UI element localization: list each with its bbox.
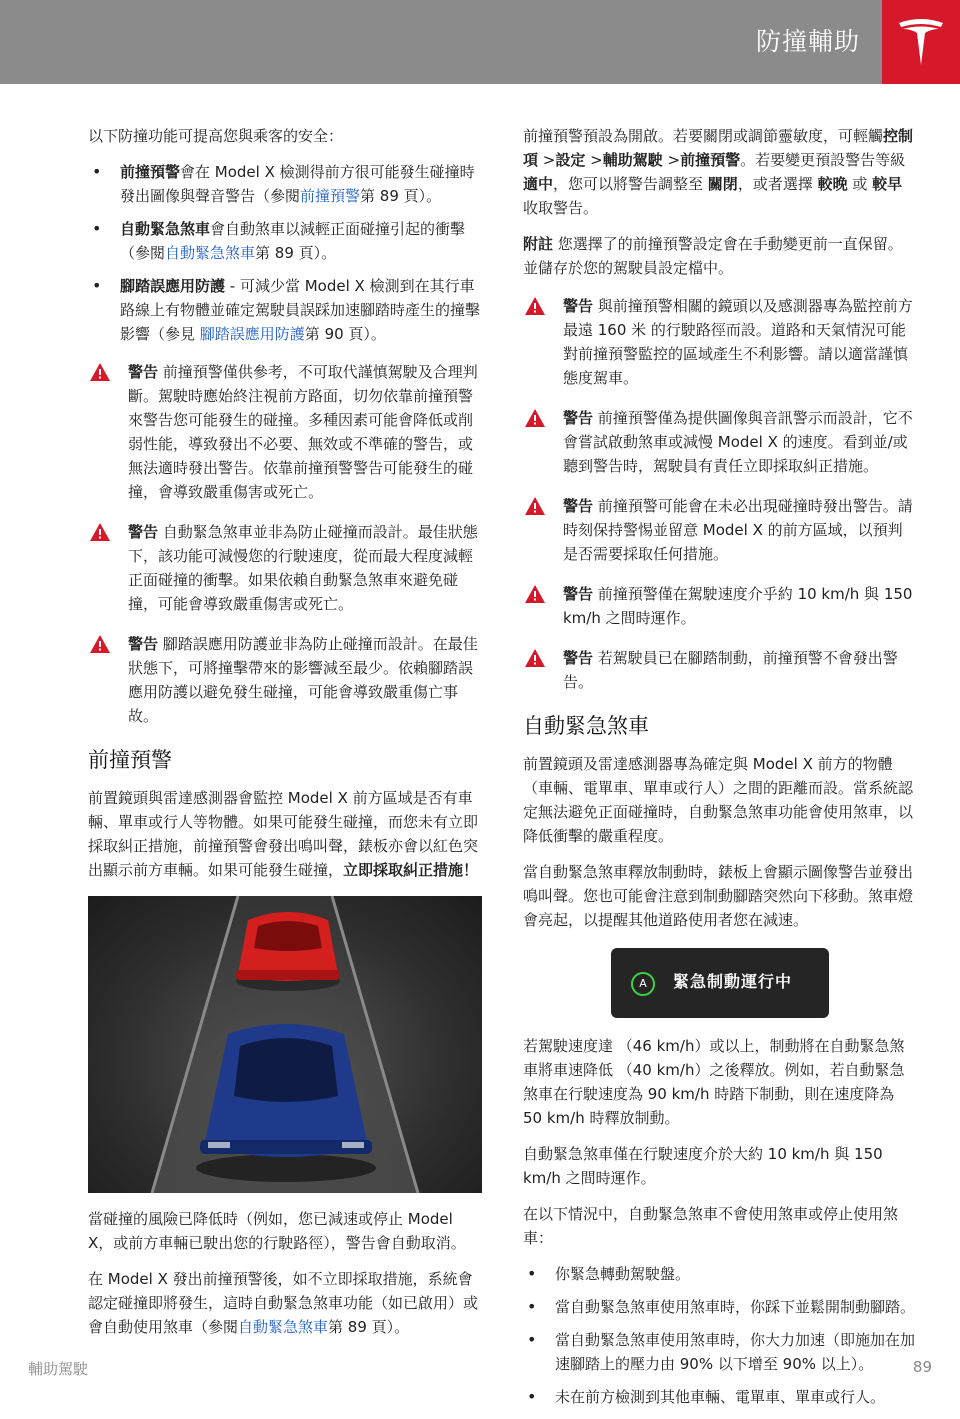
- warning-label: 警告: [563, 585, 594, 603]
- aeb-paragraph: 自動緊急煞車僅在行駛速度介於大約 10 km/h 與 150 km/h 之間時運作。: [523, 1145, 883, 1187]
- page-ref: 第 89 頁）。: [328, 1318, 410, 1336]
- warning-block: [88, 632, 482, 728]
- condition-list: [523, 1262, 915, 1409]
- intro-text: 以下防撞功能可提高您與乘客的安全：: [88, 127, 344, 145]
- settings-text: 或: [847, 175, 873, 193]
- warning-label: 警告: [128, 363, 159, 381]
- warning-label: 警告: [563, 649, 594, 667]
- note-text: 您選擇了的前撞預警設定會在手動變更前一直保留。並儲存於您的駕駛員設定檔中。: [523, 235, 903, 277]
- page-ref: 第 90 頁）。: [304, 325, 386, 343]
- warning-text: 若駕駛員已在腳踏制動，前撞預警不會發出警告。: [563, 649, 898, 691]
- red-car: [236, 912, 340, 991]
- warning-icon: [525, 585, 545, 603]
- aeb-status-text: 緊急制動運行中: [673, 972, 793, 991]
- warning-icon: [90, 363, 110, 381]
- level-medium: 適中: [523, 175, 554, 193]
- warning-label: 警告: [563, 497, 594, 515]
- feature-name: 自動緊急煞車: [120, 220, 211, 238]
- menu-settings: 設定: [555, 151, 586, 169]
- aeb-icon: A: [631, 972, 655, 996]
- warning-label: 警告: [563, 409, 594, 427]
- menu-controls: 控制項: [523, 127, 914, 169]
- warning-text: 前撞預警僅在駕駛速度介乎約 10 km/h 與 150 km/h 之間時運作。: [563, 585, 913, 627]
- warning-block: [523, 406, 915, 478]
- warning-block: [523, 294, 915, 390]
- feature-name: 腳踏誤應用防護: [120, 277, 226, 295]
- level-late: 較晚: [817, 175, 848, 193]
- footer-section: 輔助駕駛: [28, 1360, 89, 1378]
- feature-name: 前撞預警: [120, 163, 181, 181]
- fcw-settings-paragraph: 前撞預警預設為開啟。若要關閉或調節靈敏度，可輕觸控制項 >設定 >輔助駕駛 >前撞預警。若要變更預設警告等級 適中，您可以將警告調整至 關閉，或者選擇 較晚 或 較早 收取警告。: [523, 127, 914, 217]
- fcw-link[interactable]: 前撞預警: [300, 187, 361, 205]
- warning-label: 警告: [563, 297, 594, 315]
- list-item: • 未在前方檢測到其他車輛、電單車、單車或行人。: [523, 1385, 915, 1409]
- settings-text: 前撞預警預設為開啟。若要關閉或調節靈敏度，可輕觸: [523, 127, 884, 145]
- tesla-logo: [882, 0, 960, 84]
- warning-text: 自動緊急煞車並非為防止碰撞而設計。最佳狀態下，該功能可減慢您的行駛速度，從而最大程度減輕正面碰撞的衝擊。如果依賴自動緊急煞車來避免碰撞，可能會導致嚴重傷害或死亡。: [128, 523, 478, 613]
- warning-text: 前撞預警僅供參考，不可取代謹慎駕駛及合理判斷。駕駛時應始終注視前方路面，切勿依靠前撞預警來警告您可能發生的碰撞。多種因素可能會降低或削弱性能，導致發出不必要、無效或不準確的警告，或無法適時發出警告。依靠前撞預警警告可能發生的碰撞，會導致嚴重傷害或死亡。: [128, 363, 478, 501]
- warning-cancel-text: 當碰撞的風險已降低時（例如，您已減速或停止 Model X，或前方車輛已駛出您的行駛路徑），警告會自動取消。: [88, 1210, 466, 1252]
- fcw-paragraph: [88, 786, 482, 882]
- aeb-status-badge: [611, 948, 829, 1018]
- list-item: • 當自動緊急煞車使用煞車時，你大力加速（即施加在加速腳踏上的壓力由 90% 以下增至 90% 以上）。: [523, 1328, 915, 1376]
- page-header: [0, 0, 960, 84]
- aeb-link[interactable]: 自動緊急煞車: [165, 244, 256, 262]
- warning-icon: [90, 635, 110, 653]
- aeb-reference-text: 在 Model X 發出前撞預警後，如不立即採取措施，系統會認定碰撞即將發生，這時自動緊急煞車功能（如已啟用）或會自動使用煞車（參閱: [88, 1270, 479, 1336]
- list-item: • 你緊急轉動駕駛盤。: [523, 1262, 915, 1286]
- aeb-paragraph: 當自動緊急煞車釋放制動時，錶板上會顯示圖像警告並發出鳴叫聲。您也可能會注意到制動腳踏突然向下移動。煞車燈會亮起，以提醒其他道路使用者您在減速。: [523, 863, 914, 929]
- warning-label: 警告: [128, 635, 159, 653]
- level-early: 較早: [872, 175, 903, 193]
- page-number: 89: [912, 1358, 932, 1376]
- fcw-text: 前置鏡頭與雷達感測器會監控 Model X 前方區域是否有車輛、單車或行人等物體。如果可能發生碰撞，而您未有立即採取糾正措施，前撞預警會發出鳴叫聲，錶板亦會以紅色突出顯示前方車輛。如果可能發生碰撞，: [88, 789, 479, 879]
- list-item: [88, 160, 482, 208]
- pedal-misapplication-link[interactable]: 腳踏誤應用防護: [199, 325, 305, 343]
- warning-block: [523, 582, 915, 630]
- list-item: [88, 274, 482, 346]
- warning-text: 與前撞預警相關的鏡頭以及感測器專為監控前方最遠 160 米 的行駛路徑而設。道路和天氣情況可能對前撞預警監控的區域產生不利影響。請以適當謹慎態度駕車。: [563, 297, 913, 387]
- warning-icon: [525, 649, 545, 667]
- warning-icon: [90, 523, 110, 541]
- right-column: [523, 124, 915, 1419]
- warning-icon: [525, 497, 545, 515]
- feature-text: 會在 Model X 檢測得前方很可能發生碰撞時發出圖像與聲音警告（參閱: [120, 163, 475, 205]
- list-item: • 當自動緊急煞車使用煞車時，你踩下並鬆開制動腳踏。: [523, 1295, 915, 1319]
- aeb-reference-paragraph: [88, 1267, 482, 1339]
- left-column: [88, 124, 482, 1351]
- level-off: 關閉: [707, 175, 738, 193]
- page-ref: 第 89 頁）。: [360, 187, 442, 205]
- aeb-paragraph: 若駕駛速度達 （46 km/h）或以上，制動將在自動緊急煞車將車速降低 （40 km/h）之後釋放。例如，若自動緊急煞車在行駛速度為 90 km/h 時踏下制動，則在速度降為 50 km/h 時釋放制動。: [523, 1037, 905, 1127]
- warning-text: 前撞預警可能會在未必出現碰撞時發出警告。請時刻保持警惕並留意 Model X 的前方區域，以預判是否需要採取任何措施。: [563, 497, 913, 563]
- settings-text: ，或者選擇: [737, 175, 818, 193]
- tesla-logo-icon: [897, 17, 945, 67]
- menu-fcw: 前撞預警: [680, 151, 741, 169]
- aeb-paragraph: 在以下情況中，自動緊急煞車不會使用煞車或停止使用煞車：: [523, 1205, 899, 1247]
- list-item: [88, 217, 482, 265]
- settings-text: ，您可以將警告調整至: [553, 175, 708, 193]
- warning-text: 前撞預警僅為提供圖像與音訊警示而設計，它不會嘗試啟動煞車或減慢 Model X 的速度。看到並/或聽到警告時，駕駛員有責任立即採取糾正措施。: [563, 409, 913, 475]
- page-title: 防撞輔助: [755, 27, 860, 56]
- note-label: 附註: [523, 235, 554, 253]
- warning-text: 腳踏誤應用防護並非為防止碰撞而設計。在最佳狀態下，可將撞擊帶來的影響減至最少。依賴腳踏誤應用防護以避免發生碰撞，可能會導致嚴重傷亡事故。: [128, 635, 478, 725]
- feature-text: - 可減少當 Model X 檢測到在其行車路線上有物體並確定駕駛員誤踩加速腳踏時產生的撞擊影響（參見: [120, 277, 481, 343]
- warning-block: [523, 646, 915, 694]
- warning-block: [523, 494, 915, 566]
- note-paragraph: [523, 232, 915, 280]
- aeb-heading: 自動緊急煞車: [523, 714, 649, 738]
- car-collision-illustration: [88, 896, 482, 1193]
- fcw-emphasis: 立即採取糾正措施！: [343, 861, 479, 879]
- aeb-paragraph: 前置鏡頭及雷達感測器專為確定與 Model X 前方的物體（車輛、電單車、單車或行人）之間的距離而設。當系統認定無法避免正面碰撞時，自動緊急煞車功能會使用煞車，以降低衝擊的嚴重程度。: [523, 755, 914, 845]
- warning-block: [88, 360, 482, 504]
- fcw-illustration: [88, 896, 482, 1193]
- feature-text: 會自動煞車以減輕正面碰撞引起的衝擊（參閱: [120, 220, 466, 262]
- warning-icon: [525, 297, 545, 315]
- warning-label: 警告: [128, 523, 159, 541]
- menu-autopilot: 輔助駕駛: [602, 151, 663, 169]
- settings-text: 收取警告。: [523, 199, 599, 217]
- aeb-link[interactable]: 自動緊急煞車: [238, 1318, 329, 1336]
- page-ref: 第 89 頁）。: [255, 244, 337, 262]
- warning-block: [88, 520, 482, 616]
- feature-list: [88, 160, 482, 346]
- settings-text: 。若要變更預設警告等級: [740, 151, 906, 169]
- warning-icon: [525, 409, 545, 427]
- fcw-heading: 前撞預警: [88, 748, 172, 772]
